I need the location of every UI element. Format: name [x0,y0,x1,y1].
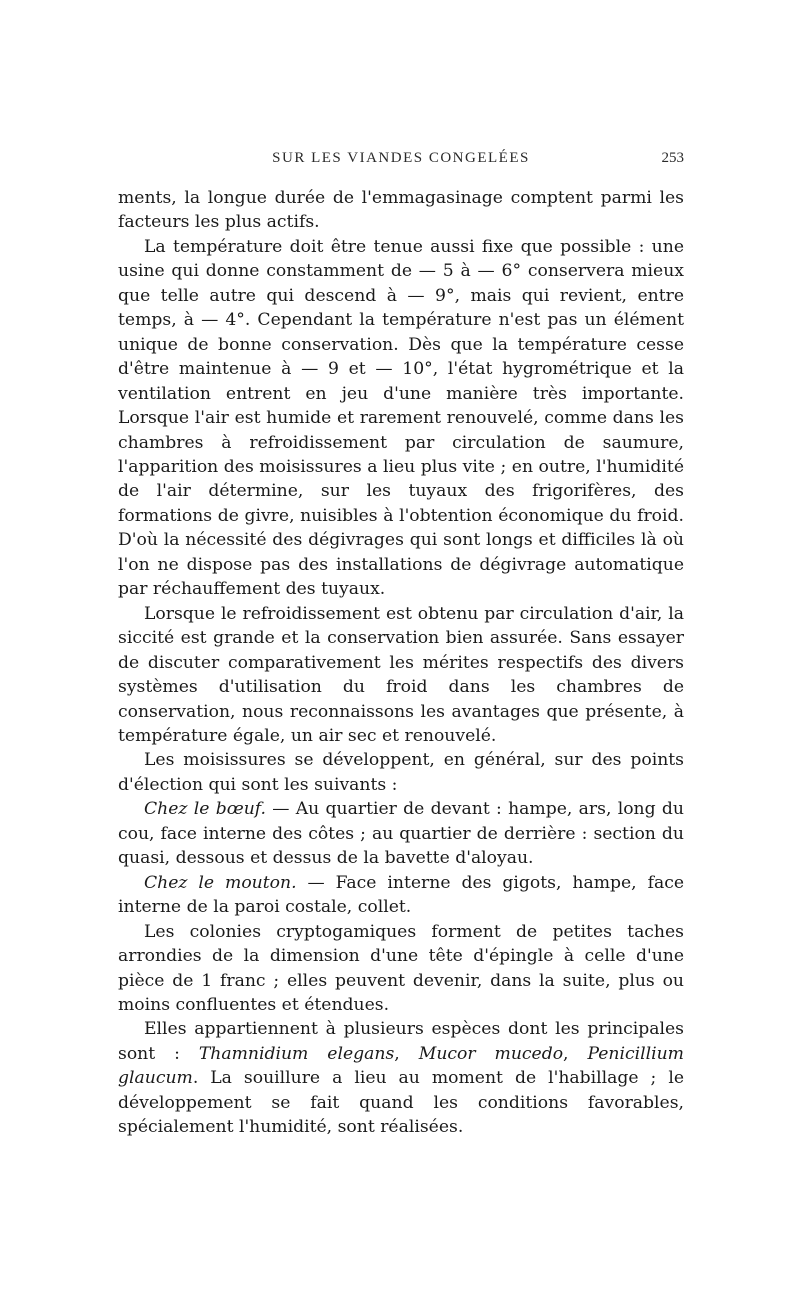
especes-text-d: . La souillure a lieu au moment de l'habillage ; le développement se fait quand les conditions favorables, spécialement l'humidité, sont réalisées. [118,1068,684,1138]
paragraph-temperature: La température doit être tenue aussi fixe que possible : une usine qui donne constamment de — 5 à — 6° conservera mieux que telle autre qui descend à — 9°, mais qui revient, entre temps, à — 4°. Cependant la température n'est pas un élément unique de bonne conservation. Dès que la température cesse d'être maintenue à — 9 et — 10°, l'état hygrométrique et la ventilation entrent en jeu d'une manière très importante. Lorsque l'air est humide et rarement renouvelé, comme dans les chambres à refroidissement par circulation de saumure, l'apparition des moisissures a lieu plus vite ; en outre, l'humidité de l'air détermine, sur les tuyaux des frigorifères, des formations de givre, nuisibles à l'obtention économique du froid. D'où la nécessité des dégivrages qui sont longs et difficiles là où l'on ne dispose pas des installations de dégivrage automatique par réchauffement des tuyaux. [118,236,684,600]
mouton-text: — Face interne des gigots, hampe, face interne de la paroi costale, collet. [118,872,684,918]
mouton-lead: Chez le mouton. [144,872,297,893]
especes-text-a: Elles appartiennent à plusieurs espèces dont les principales sont : [118,1019,684,1064]
paragraph-colonies: Les colonies cryptogamiques forment de petites taches arrondies de la dimension d'une tête d'épingle à celle d'une pièce de 1 franc ; elles peuvent devenir, dans la suite, plus ou moins confluentes et étendues. [118,921,684,1015]
species-mucor: Mucor mucedo [418,1043,564,1064]
especes-text-b: , [394,1043,419,1064]
page-number: 253 [661,150,684,166]
species-thamnidium: Thamnidium elegans [198,1043,395,1064]
especes-text-c: , [563,1043,588,1064]
paragraph-boeuf [118,797,684,870]
paragraph-especes [118,1017,684,1139]
running-title: SUR LES VIANDES CONGELÉES [272,150,530,166]
body-text [118,186,684,1140]
paragraph-mouton [118,871,684,920]
paragraph-continuation: ments, la longue durée de l'emmagasinage comptent parmi les facteurs les plus actifs. [118,188,684,233]
boeuf-text: — Au quartier de devant : hampe, ars, long du cou, face interne des côtes ; au quartier de derrière : section du quasi, dessous et dessus de la bavette d'aloyau. [118,799,684,869]
species-penicillium: Penicillium glaucum [118,1043,684,1089]
boeuf-lead: Chez le bœuf. [144,799,266,820]
paragraph-air-circulation: Lorsque le refroidissement est obtenu par circulation d'air, la siccité est grande et la conservation bien assurée. Sans essayer de discuter comparativement les mérites respectifs des divers systèmes d'utilisation du froid dans les chambres de conservation, nous reconnaissons les avantages que présente, à température égale, un air sec et renouvelé. [118,603,684,746]
running-head [118,150,684,174]
paragraph-moisissures: Les moisissures se développent, en général, sur des points d'élection qui sont les suivants : [118,750,684,795]
